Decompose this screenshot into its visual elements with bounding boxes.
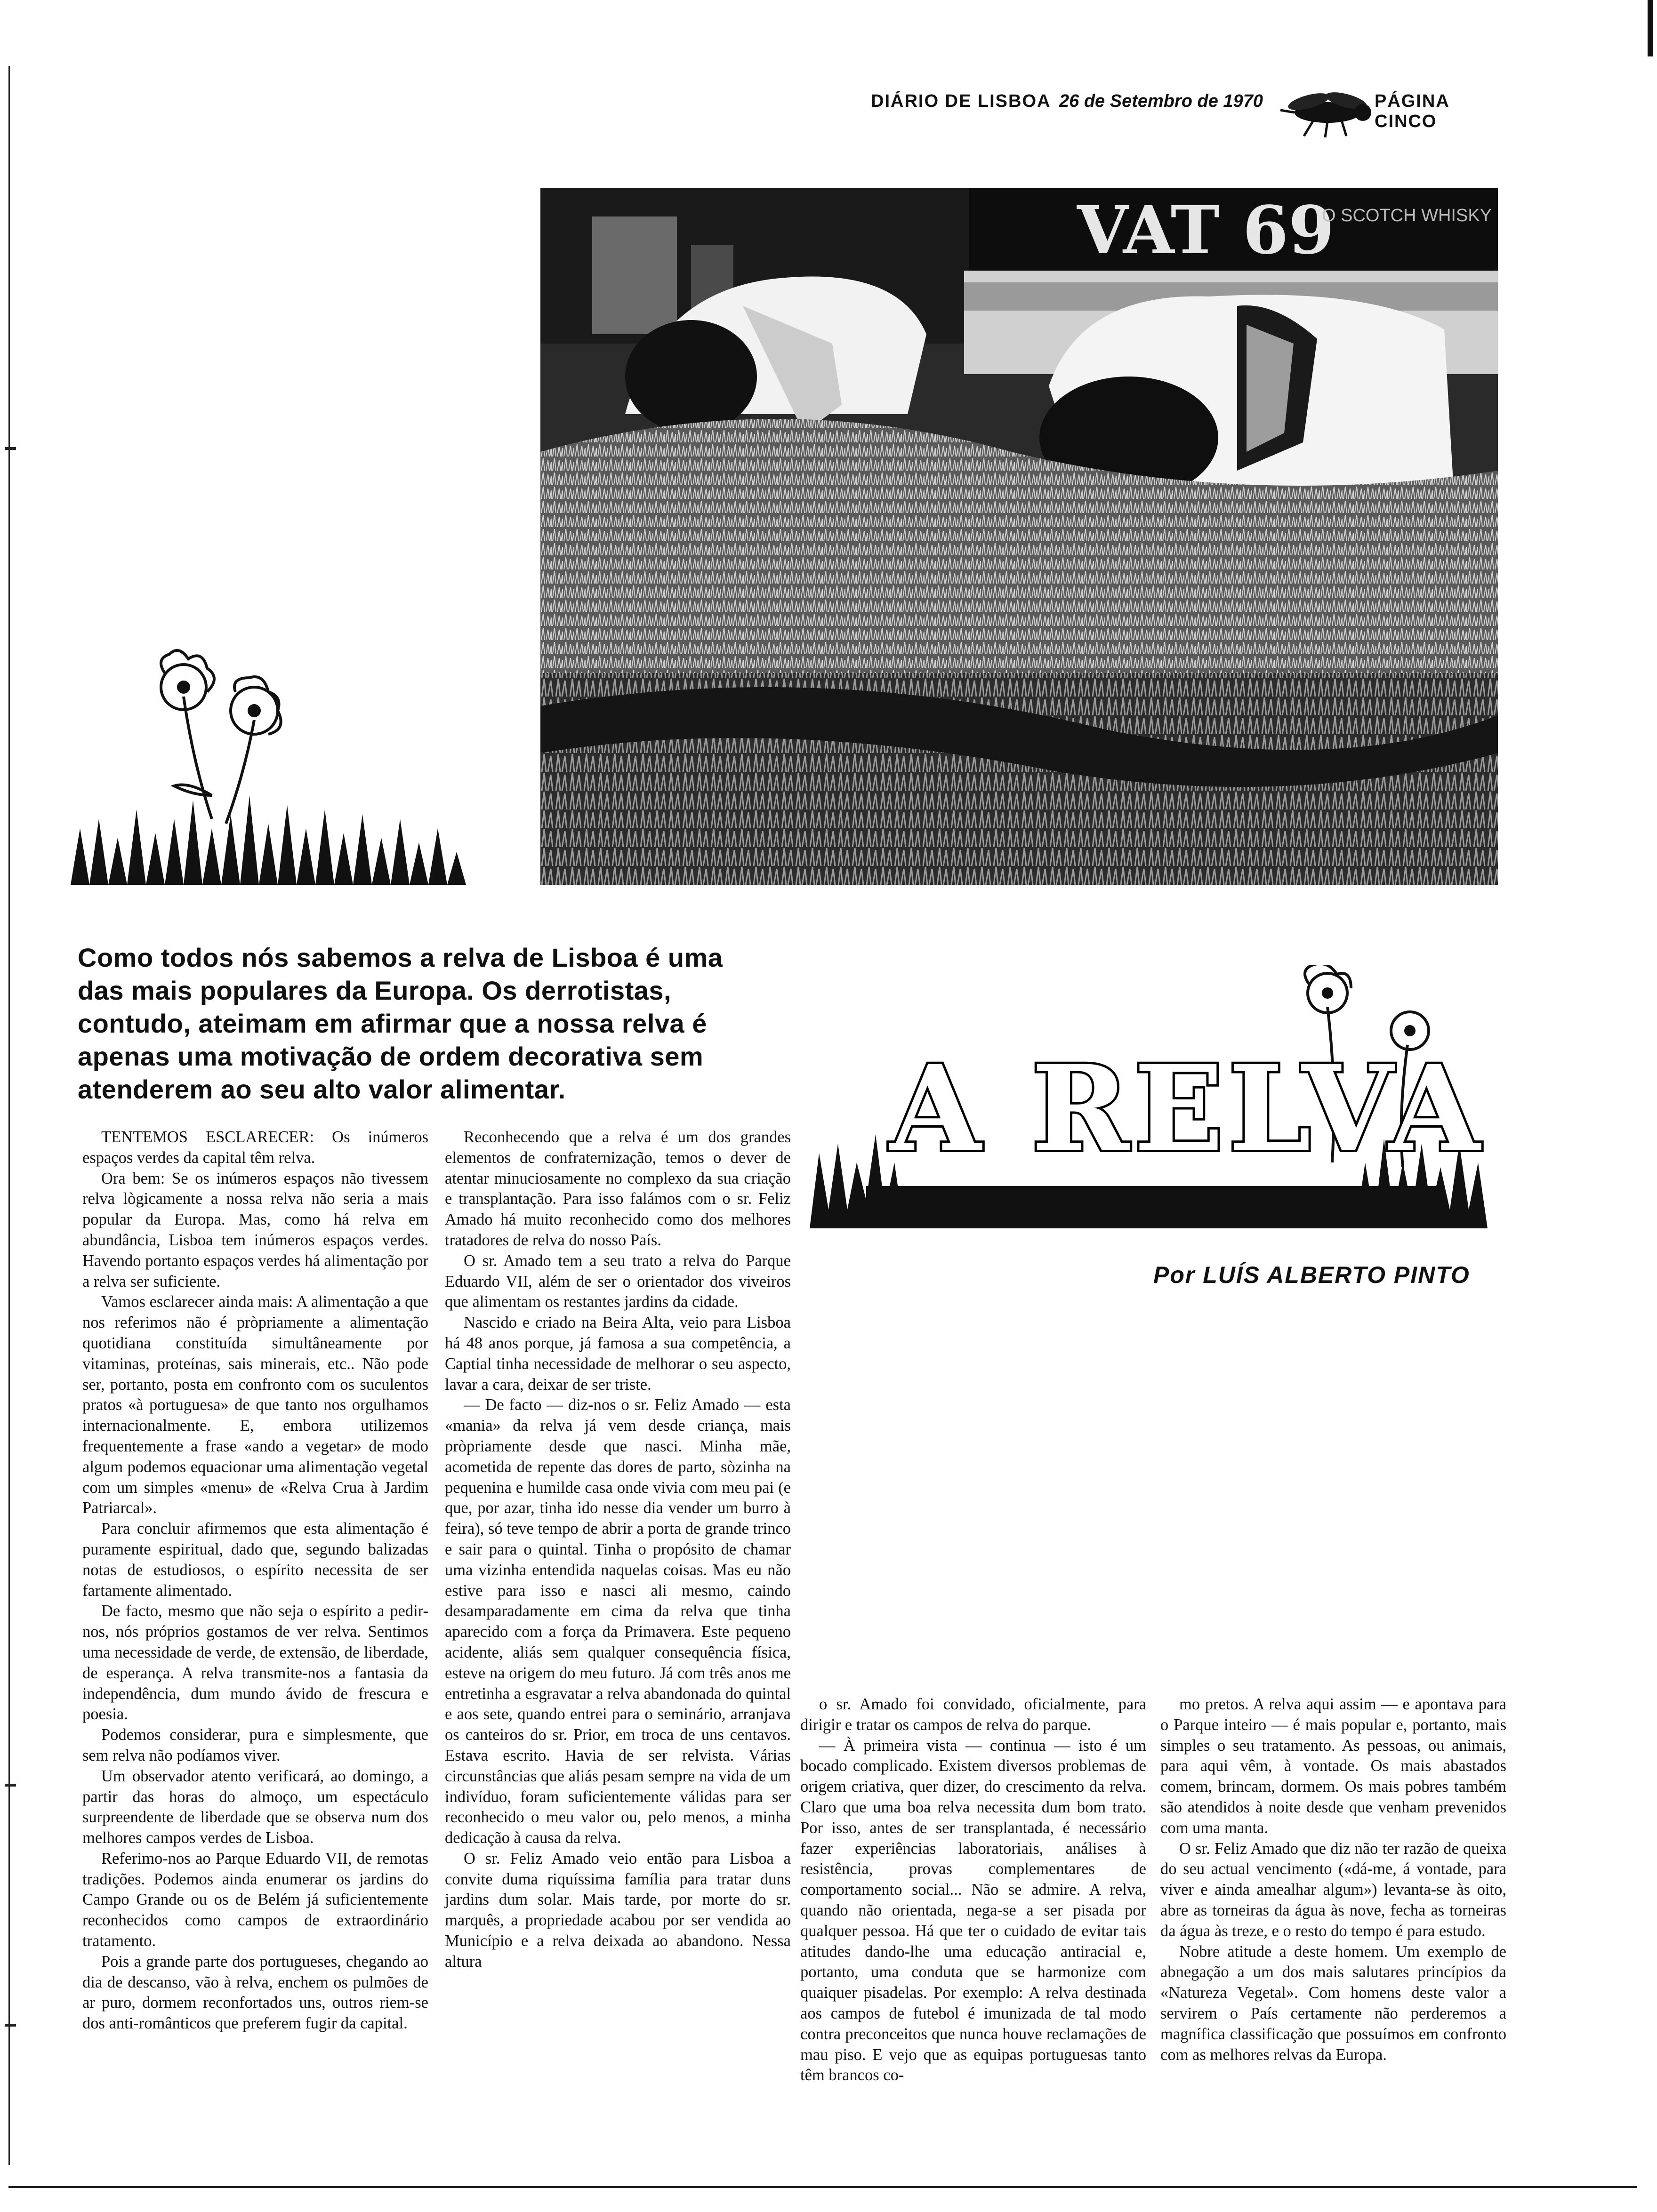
page-number: PÁGINA CINCO [1375,91,1449,131]
paragraph: Vamos esclarecer ainda mais: A alimentação a que nos referimos não é pròpriamente a alimentação quotidiana constituída simultâneamente por vitaminas, proteínas, sais minerais, etc.. Não pode ser, portanto, posta em confronto com os suculentos pratos «à portuguesa» de que tanto nos orgulhamos internacionalmente. E, embora utilizemos frequentemente a frase «ando a vegetar» de modo algum podemos equacionar uma alimentação vegetal com um simples «menu» de «Relva Crua à Jardim Patriarcal». [82,1293,428,1517]
edge-mark [5,1784,16,1787]
paragraph: mo pretos. A relva aqui assim — e apontava para o Parque inteiro — é mais popular e, portanto, mais simples o seu tratamento. As pessoas, ou animais, para aqui vêm, à vontade. Os mais abastados comem, brincam, dormem. Os mais pobres também são atendidos à noite desde que venham prevenidos com uma manta. [1160,1695,1506,1837]
edge-mark [5,2024,16,2027]
article-column-1 [82,1127,428,2034]
article-column-3 [800,1694,1146,2086]
paragraph: Referimo-nos ao Parque Eduardo VII, de remotas tradições. Podemos ainda enumerar os jardins do Campo Grande ou os de Belém já suficientemente reconhecidos como campos de extraordinário tratamento. [82,1849,428,1950]
paragraph: Podemos considerar, pura e simplesmente, que sem relva não podíamos viver. [82,1726,428,1764]
sign-vat69: VAT 69 [1077,192,1335,269]
page-edge [8,66,10,2165]
paper-name: DIÁRIO DE LISBOA [871,91,1051,111]
paragraph: De facto, mesmo que não seja o espírito a pedir-nos, nós próprios gostamos de ver relva. Sentimos uma necessidade de verde, de extensão, de liberdade, de esperança. A relva transmite-nos a fantasia da independência, dum mundo ávido de frescura e poesia. [82,1602,428,1723]
article-column-4 [1160,1694,1506,2065]
edge-mark [5,447,16,450]
title-block [800,965,1516,1228]
paragraph: Reconhecendo que a relva é um dos grandes elementos de confraternização, temos o dever de atentar minuciosamente no complexo da sua criação e transplantação. Para isso falámos com o sr. Feliz Amado há muito reconhecido como dos melhores tratadores de relva do nosso País. [445,1128,791,1249]
sign-subtext: O SCOTCH WHISKY [1322,206,1492,225]
paragraph: Um observador atento verificará, ao domingo, a partir das horas do almoço, um espectáculo surpreendente de liberdade que se observa num dos melhores campos verdes de Lisboa. [82,1767,428,1847]
article-title: A RELVA [890,1039,1485,1178]
flower-drawing [71,640,518,885]
paragraph: O sr. Feliz Amado veio então para Lisboa a convite duma riquíssima família para tratar duns jardins dum solar. Mais tarde, por morte do sr. marquês, a propriedade acabou por ser vendida ao Município e a relva deixada ao abandono. Nessa altura [445,1849,791,1971]
paragraph: TENTEMOS ESCLARECER: Os inúmeros espaços verdes da capital têm relva. [82,1128,428,1167]
article-column-2 [445,1127,791,1972]
masthead [861,87,1511,129]
paragraph: — À primeira vista — continua — isto é um bocado complicado. Existem diversos problemas de origem criativa, quer dizer, do crescimento da relva. Claro que uma boa relva necessita dum bom trato. Por isso, antes de ser transplantada, é necessário fazer experiências laboratoriais, análises à resistência, provas complementares de comportamento social... Não se admire. A relva, quando não orientada, nega-se a ser pisada por qualquer pessoa. Há que ter o cuidado de evitar tais atitudes dando-lhe uma educação antiracial e, portanto, uma conduta que se harmonize com quaiquer pisadelas. Por exemplo: A relva destinada aos campos de futebol é imunizada de tal modo contra preconceitos que nunca houve reclamações de mau piso. E vejo que as equipas portuguesas tanto têm brancos co- [800,1736,1146,2084]
paragraph: Ora bem: Se os inúmeros espaços não tivessem relva lògicamente a nossa relva não seria a mais popular da Europa. Mas, como há relva em abundância, Lisboa tem inúmeros espaços verdes. Havendo portanto espaços verdes há alimentação por a relva ser suficiente. [82,1169,428,1290]
paragraph: Nascido e criado na Beira Alta, veio para Lisboa há 48 anos porque, já famosa a sua competência, a Captial tinha necessidade de melhorar o seu aspecto, lavar a cara, deixar de ser triste. [445,1314,791,1394]
photo-people-on-grass [540,188,1498,885]
paragraph: o sr. Amado foi convidado, oficialmente, para dirigir e tratar os campos de relva do parque. [800,1695,1146,1734]
page-corner-mark [1648,0,1653,56]
paragraph: O sr. Feliz Amado que diz não ter razão de queixa do seu actual vencimento («dá-me, á vontade, para viver e ainda amealhar algum») levanta-se às oito, abre as torneiras da água às nove, fecha as torneiras da água às treze, e o resto do tempo é para estudo. [1160,1839,1506,1940]
paragraph: Pois a grande parte dos portugueses, chegando ao dia de descanso, vão à relva, enchem os pulmões de ar puro, dormem reconfortados uns, outros riem-se dos anti-românticos que preferem fugir da capital. [82,1952,428,2033]
fly-icon [1276,87,1384,138]
paragraph: Nobre atitude a deste homem. Um exemplo de abnegação a um dos mais salutares princípios da «Natureza Vegetal». Com homens deste valor a servirem o País certamente não perderemos a magnífica classificação que possuímos em confronto com as melhores relvas da Europa. [1160,1942,1506,2064]
issue-date: 26 de Setembro de 1970 [1059,91,1263,111]
paragraph: — De facto — diz-nos o sr. Feliz Amado — esta «mania» da relva já vem desde criança, mais pròpriamente desde que nasci. Minha mãe, acometida de repente das dores de parto, sòzinha na pequenina e humilde casa onde vivia com meu pai (e que, por azar, tinha ido nesse dia vender um burro à feira), só teve tempo de abrir a porta de grande trinco e sair para o quintal. Tinha o propósito de chamar uma vizinha entendida naquelas coisas. Mas eu não estive para isso e nasci ali mesmo, caindo desamparadamente em cima da relva que tinha aparecido com a força da Primavera. Este pequeno acidente, aliás sem qualquer consequência física, esteve na origem do meu futuro. Já com três anos me entretinha a esgravatar a relva abandonada do quintal e aos sete, quando entrei para o seminário, arranjava os canteiros do sr. Prior, em troca de uns centavos. Estava escrito. Havia de ser relvista. Várias circunstâncias que aliás pesam sempre na vida de um indivíduo, foram suficientemente válidas para ser reconhecido o meu valor ou, pelo menos, a minha dedicação à causa da relva. [445,1396,791,1847]
bottom-rule [8,2186,1637,2188]
intro-lead: Como todos nós sabemos a relva de Lisboa é uma das mais populares da Europa. Os derrotistas, contudo, ateimam em afirmar que a nossa relva é apenas uma motivação de ordem decorativa sem atenderem ao seu alto valor alimentar. [78,943,723,1104]
paragraph: Para concluir afirmemos que esta alimentação é puramente espiritual, dado que, segundo balizadas notas de estudiosos, o espírito necessita de ser fartamente alimentado. [82,1520,428,1600]
byline: Por LUÍS ALBERTO PINTO [1153,1262,1470,1288]
paragraph: O sr. Amado tem a seu trato a relva do Parque Eduardo VII, além de ser o orientador dos viveiros que alimentam os restantes jardins da cidade. [445,1251,791,1311]
